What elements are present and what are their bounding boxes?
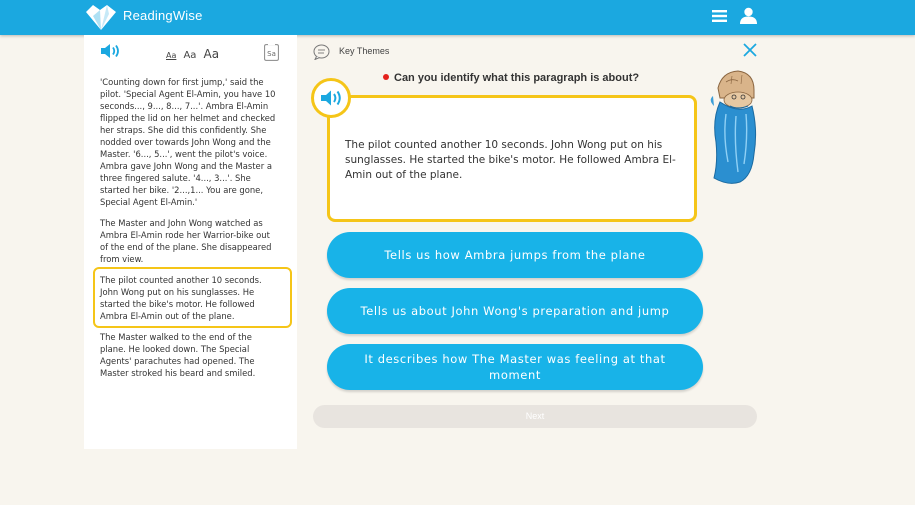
font-size-small[interactable]: Aa xyxy=(166,51,177,60)
story-paragraph[interactable]: 'Counting down for first jump,' said the pilot. 'Special Agent El-Amin, you have 10 seconds..., 9..., 8..., 7...'. Ambra El-Amin flipped the lid on her helmet and checked her straps. She did this confidently. She nodded over towards John Wong and the Master. '6..., 5...', went the pilot's voice. Ambra gave John Wong and the Master a three fingered salute. '4..., 3...'. She started her bike. '2...,1... You are gone, Special Agent El-Amin.' xyxy=(100,77,276,207)
brand-name: ReadingWise xyxy=(123,8,203,23)
question-prompt xyxy=(383,72,639,84)
svg-text:Sa: Sa xyxy=(267,50,276,58)
story-paragraph-highlighted[interactable]: The pilot counted another 10 seconds. John Wong put on his sunglasses. He started the bike's motor. He followed Ambra El-Amin out of the plane. xyxy=(100,274,280,322)
top-bar xyxy=(0,0,915,35)
text-size-icon[interactable] xyxy=(264,44,279,61)
answer-button-3[interactable]: It describes how The Master was feeling at that moment xyxy=(327,344,703,390)
story-text xyxy=(100,76,280,388)
next-button[interactable]: Next xyxy=(313,405,757,428)
red-dot-icon xyxy=(383,74,389,80)
speech-bubble-icon[interactable] xyxy=(313,44,330,60)
speaker-icon xyxy=(320,89,344,107)
story-paragraph[interactable]: The Master walked to the end of the plane. He looked down. The Special Agents' parachutes had opened. The Master stroked his beard and smiled. xyxy=(100,332,256,378)
speaker-icon[interactable] xyxy=(100,43,122,59)
font-size-selector xyxy=(166,43,221,62)
user-icon[interactable] xyxy=(740,7,757,24)
answer-button-2[interactable]: Tells us about John Wong's preparation and jump xyxy=(327,288,703,334)
read-aloud-button[interactable] xyxy=(311,78,351,118)
wizard-character-icon xyxy=(708,70,760,186)
logo-icon[interactable] xyxy=(84,2,118,32)
paragraph-box xyxy=(327,95,697,222)
font-size-medium[interactable]: Aa xyxy=(183,50,197,61)
story-paragraph[interactable]: The Master and John Wong watched as Ambra El-Amin rode her Warrior-bike out of the end of the plane. She disappeared from view. xyxy=(100,218,272,264)
paragraph-box-text: The pilot counted another 10 seconds. John Wong put on his sunglasses. He started the bike's motor. He followed Ambra El-Amin out of the plane. xyxy=(345,139,676,181)
font-size-large[interactable]: Aa xyxy=(203,47,220,61)
question-text: Can you identify what this paragraph is about? xyxy=(394,72,640,84)
close-icon[interactable] xyxy=(742,42,758,58)
menu-icon[interactable] xyxy=(712,9,727,23)
key-themes-link[interactable]: Key Themes xyxy=(339,46,390,56)
reading-panel xyxy=(84,35,297,449)
answer-button-1[interactable]: Tells us how Ambra jumps from the plane xyxy=(327,232,703,278)
